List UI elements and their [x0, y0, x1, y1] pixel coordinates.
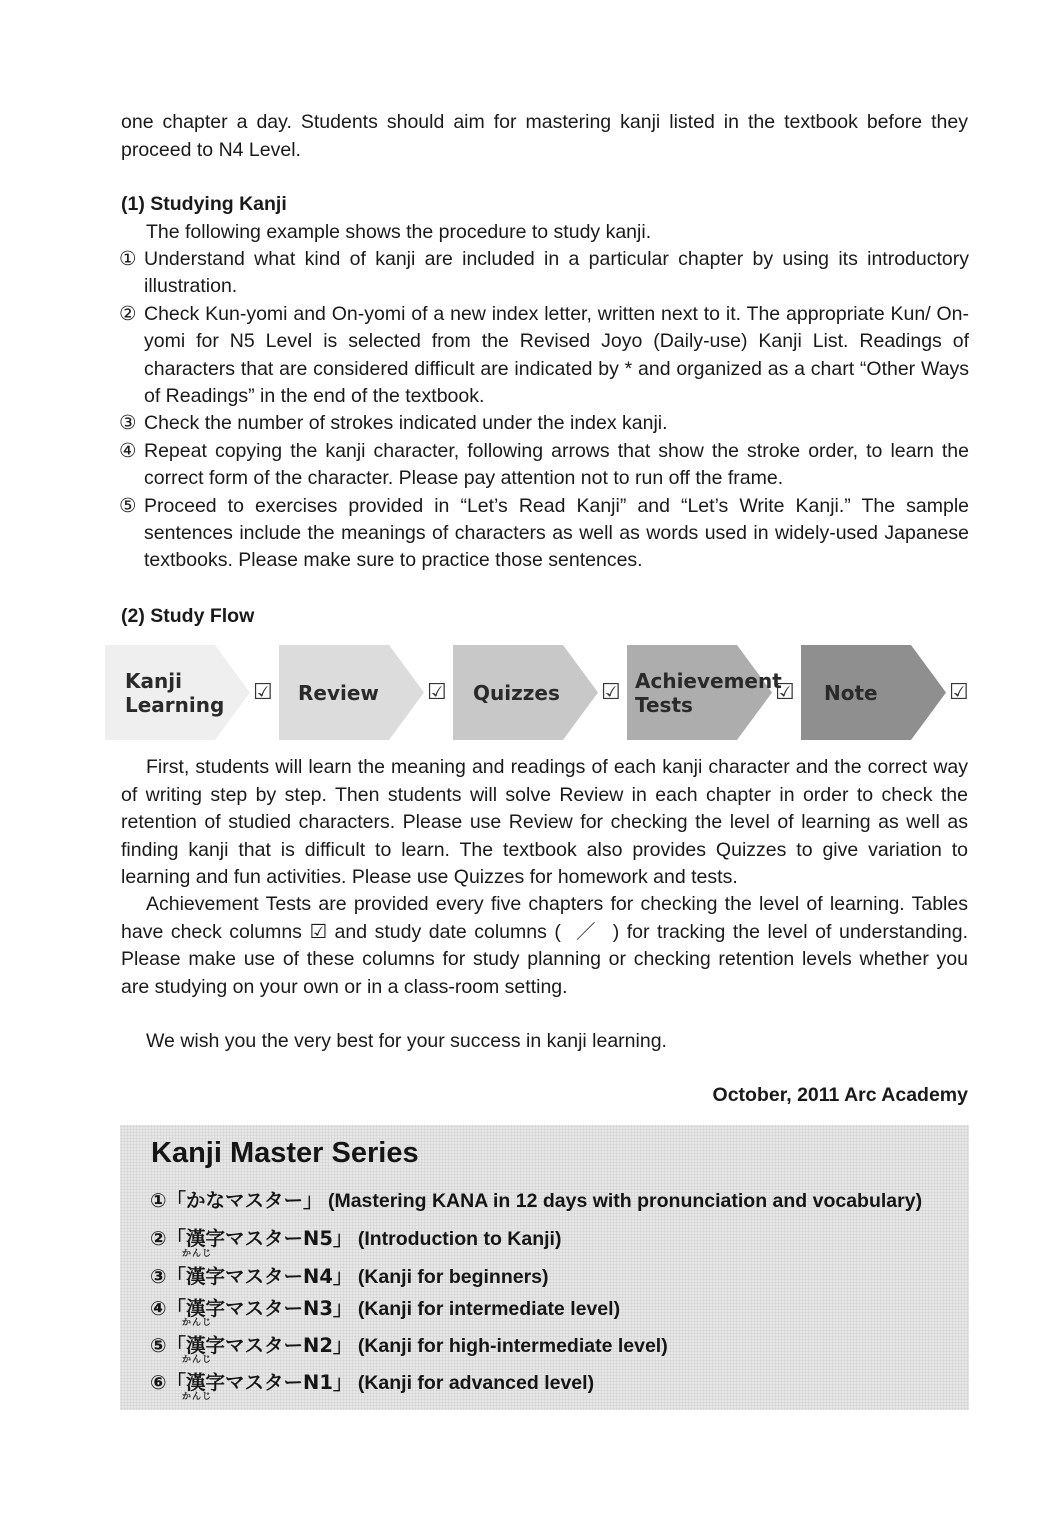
series-ruby-6: かんじ: [182, 1392, 213, 1402]
flow-step-note: [801, 645, 946, 740]
series-item-2: ②「漢字マスターN5」 (Introduction to Kanji): [150, 1227, 562, 1250]
study-step-4: [119, 438, 969, 493]
flow-step-label: Review: [298, 680, 379, 705]
series-item-6: ⑥「漢字マスターN1」 (Kanji for advanced level): [150, 1371, 595, 1394]
kanji-master-series-box: [120, 1125, 969, 1410]
series-title: Kanji Master Series: [151, 1137, 419, 1169]
series-item-4: ④「漢字マスターN3」 (Kanji for intermediate level): [150, 1297, 621, 1320]
intro-paragraph: one chapter a day. Students should aim for mastering kanji listed in the textbook before they proceed to N4 Level.: [121, 111, 968, 161]
check-box-icon: ☑: [949, 679, 969, 704]
study-step-3: [119, 410, 969, 437]
step-number: ①: [119, 248, 137, 270]
flow-step-review: [279, 645, 424, 740]
flow-step-label: Quizzes: [473, 680, 560, 705]
study-step-5: [119, 493, 969, 575]
study-step-1: [119, 246, 969, 301]
flow-step-label: Achievement Tests: [635, 668, 782, 717]
step-text: Proceed to exercises provided in “Let’s Read Kanji” and “Let’s Write Kanji.” The sample sentences include the meanings of characters as well as words used in widely-used Japanese textbooks. Please make sure to practice those sentences.: [144, 494, 969, 572]
section-heading-studying-kanji: (1) Studying Kanji: [121, 193, 287, 215]
studying-lead: The following example shows the procedure to study kanji.: [146, 221, 652, 243]
slash-icon: ／: [575, 920, 598, 943]
closing-paragraph: We wish you the very best for your success in kanji learning.: [146, 1030, 667, 1052]
series-item-3: ③「漢字マスターN4」 (Kanji for beginners): [150, 1265, 549, 1288]
step-text: Check Kun-yomi and On-yomi of a new index letter, written next to it. The appropriate Kun/ On-yomi for N5 Level is selected from the Revised Joyo (Daily-use) Kanji List. Readings of characters that are considered difficult are indicated by * and organized as a chart “Other Ways of Readings” in the end of the textbook.: [144, 302, 969, 408]
flow-step-kanji-learning: [105, 645, 250, 740]
flow-step-achievement-tests: [627, 645, 782, 740]
step-number: ④: [119, 439, 137, 462]
series-ruby-5: かんじ: [182, 1355, 213, 1365]
check-box-icon: ☑: [775, 679, 795, 704]
study-steps-list: [119, 246, 969, 575]
flow-step-quizzes: [453, 645, 598, 740]
step-number: ③: [119, 412, 137, 435]
step-text: Check the number of strokes indicated under the index kanji.: [144, 412, 668, 435]
series-ruby-4: かんじ: [182, 1318, 213, 1328]
series-item-1: ①「かなマスター」 (Mastering KANA in 12 days with pronunciation and vocabulary): [150, 1189, 923, 1212]
series-ruby-2: かんじ: [182, 1249, 213, 1259]
flow-step-label: Note: [824, 680, 878, 705]
check-box-icon: ☑: [253, 679, 273, 704]
study-flow-diagram: [105, 645, 975, 740]
achievement-paragraph: Achievement Tests are provided every five chapters for checking the level of learning. Tables have check columns ☑ and study date columns ( ／ ) for tracking the level of understanding. Please make use of these columns for study planning or checking retention levels whether you are studying on your own or in a class-room setting.: [121, 893, 968, 998]
flow-step-label: Kanji Learning: [125, 668, 225, 717]
step-text: Understand what kind of kanji are included in a particular chapter by using its introductory illustration.: [144, 248, 969, 298]
flow-description-paragraph: First, students will learn the meaning and readings of each kanji character and the correct way of writing step by step. Then students will solve Review in each chapter in order to check the retention of studied characters. Please use Review for checking the level of learning as well as finding kanji that is difficult to learn. The textbook also provides Quizzes to give variation to learning and fun activities. Please use Quizzes for homework and tests.: [121, 756, 968, 888]
step-number: ⑤: [119, 494, 137, 517]
step-number: ②: [119, 302, 137, 325]
study-step-2: [119, 301, 969, 411]
check-box-icon: ☑: [601, 679, 621, 704]
check-box-icon: ☑: [427, 679, 447, 704]
signature: October, 2011 Arc Academy: [712, 1084, 968, 1106]
series-item-5: ⑤「漢字マスターN2」 (Kanji for high-intermediate level): [150, 1334, 668, 1357]
check-box-icon: ☑: [309, 920, 327, 943]
section-heading-study-flow: (2) Study Flow: [121, 605, 255, 627]
step-text: Repeat copying the kanji character, following arrows that show the stroke order, to learn the correct form of the character. Please pay attention not to run off the frame.: [144, 439, 969, 490]
